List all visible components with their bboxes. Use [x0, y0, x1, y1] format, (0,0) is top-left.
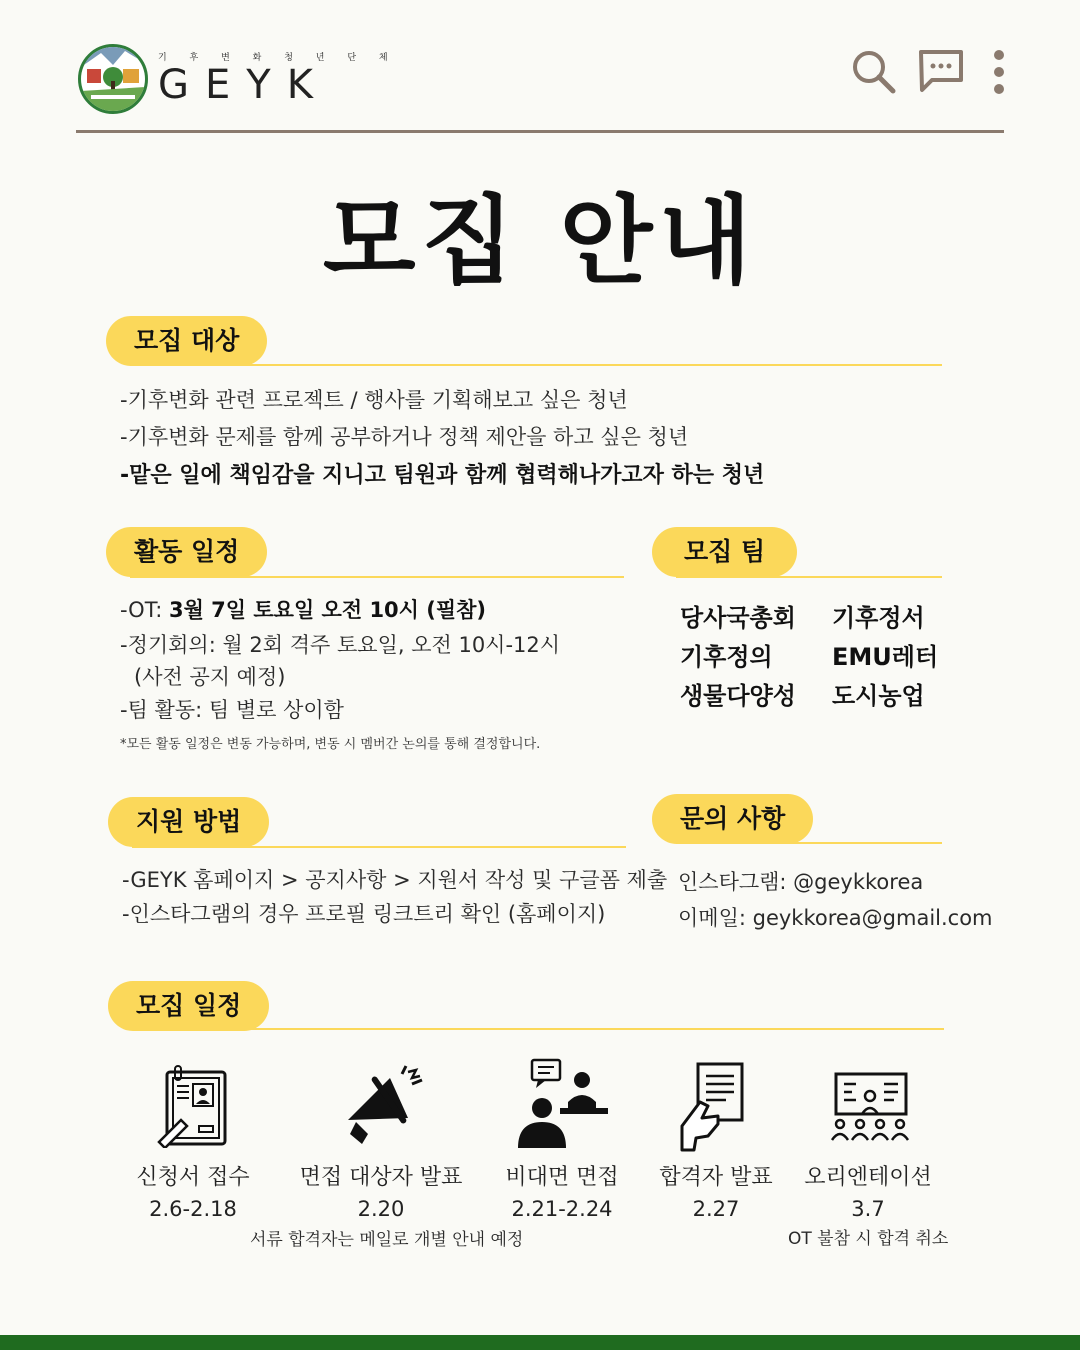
- step-label: 오리엔테이션: [804, 1165, 932, 1190]
- section-underline: [132, 846, 626, 848]
- application-form-icon: [155, 1064, 237, 1152]
- schedule-note-left: 서류 합격자는 메일로 개별 안내 예정: [250, 1230, 524, 1250]
- apply-item: -GEYK 홈페이지 > 공지사항 > 지원서 작성 및 구글폼 제출: [122, 868, 668, 892]
- presentation-icon: [830, 1072, 910, 1146]
- document-hand-icon: [678, 1062, 748, 1156]
- section-underline: [130, 576, 624, 578]
- section-heading-target: 모집 대상: [106, 316, 267, 366]
- header-divider: [76, 130, 1004, 133]
- section-underline: [132, 1028, 944, 1030]
- section-underline: [676, 842, 942, 844]
- logo-subtitle: 기 후 변 화 청 년 단 체: [158, 53, 398, 63]
- logo-emblem-icon: [78, 44, 148, 114]
- step-label: 신청서 접수: [136, 1165, 250, 1190]
- contact-instagram[interactable]: 인스타그램: @geykkorea: [678, 870, 924, 894]
- team-item: 기후정의: [680, 643, 773, 671]
- section-heading-activity: 활동 일정: [106, 527, 267, 577]
- step-date: 2.21-2.24: [511, 1197, 613, 1221]
- brand-logo[interactable]: [78, 42, 398, 114]
- activity-ot-prefix: -OT:: [120, 598, 169, 622]
- schedule-step: [113, 1160, 273, 1221]
- section-underline: [676, 576, 942, 578]
- team-item: 당사국총회: [680, 604, 796, 632]
- apply-item: -인스타그램의 경우 프로필 링크트리 확인 (홈페이지): [122, 902, 606, 926]
- target-item: -기후변화 관련 프로젝트 / 행사를 기획해보고 싶은 청년: [120, 388, 628, 412]
- contact-email[interactable]: 이메일: geykkorea@gmail.com: [678, 906, 993, 930]
- section-heading-teams: 모집 팀: [652, 527, 797, 577]
- section-heading-schedule: 모집 일정: [108, 981, 269, 1031]
- activity-meeting: -정기회의: 월 2회 격주 토요일, 오전 10시-12시: [120, 633, 561, 657]
- step-label: 비대면 면접: [505, 1165, 619, 1190]
- step-label: 면접 대상자 발표: [299, 1165, 463, 1190]
- megaphone-icon: [342, 1064, 426, 1152]
- step-date: 3.7: [851, 1197, 885, 1221]
- team-item: 기후정서: [832, 604, 925, 632]
- step-date: 2.6-2.18: [149, 1197, 237, 1221]
- activity-team: -팀 활동: 팀 별로 상이함: [120, 698, 344, 722]
- schedule-step: [482, 1160, 642, 1221]
- chat-icon[interactable]: [918, 48, 964, 98]
- target-item: -맡은 일에 책임감을 지니고 팀원과 함께 협력해나가고자 하는 청년: [120, 463, 765, 488]
- more-vertical-icon[interactable]: [990, 50, 1008, 98]
- step-date: 2.27: [692, 1197, 740, 1221]
- schedule-step: [281, 1160, 481, 1221]
- schedule-note-right: OT 불참 시 합격 취소: [788, 1229, 949, 1249]
- section-underline: [130, 364, 942, 366]
- search-icon[interactable]: [850, 48, 896, 98]
- target-item: -기후변화 문제를 함께 공부하거나 정책 제안을 하고 싶은 청년: [120, 425, 689, 449]
- interview-icon: [516, 1058, 610, 1154]
- team-item: EMU레터: [832, 643, 939, 671]
- logo-name: GEYK: [158, 62, 329, 108]
- step-label: 합격자 발표: [659, 1165, 773, 1190]
- activity-meeting-note: (사전 공지 예정): [134, 665, 286, 689]
- step-date: 2.20: [357, 1197, 405, 1221]
- schedule-step: [788, 1160, 948, 1221]
- section-heading-contact: 문의 사항: [652, 794, 813, 844]
- section-heading-apply: 지원 방법: [108, 797, 269, 847]
- schedule-step: [636, 1160, 796, 1221]
- activity-ot: [120, 594, 486, 624]
- team-item: 생물다양성: [680, 682, 796, 710]
- activity-ot-value: 3월 7일 토요일 오전 10시 (필참): [168, 598, 487, 622]
- footer-bar: [0, 1335, 1080, 1350]
- page-title: 모집 안내: [322, 185, 758, 297]
- team-item: 도시농업: [832, 682, 925, 710]
- activity-note: *모든 활동 일정은 변동 가능하며, 변동 시 멤버간 논의를 통해 결정합니다.: [120, 737, 541, 752]
